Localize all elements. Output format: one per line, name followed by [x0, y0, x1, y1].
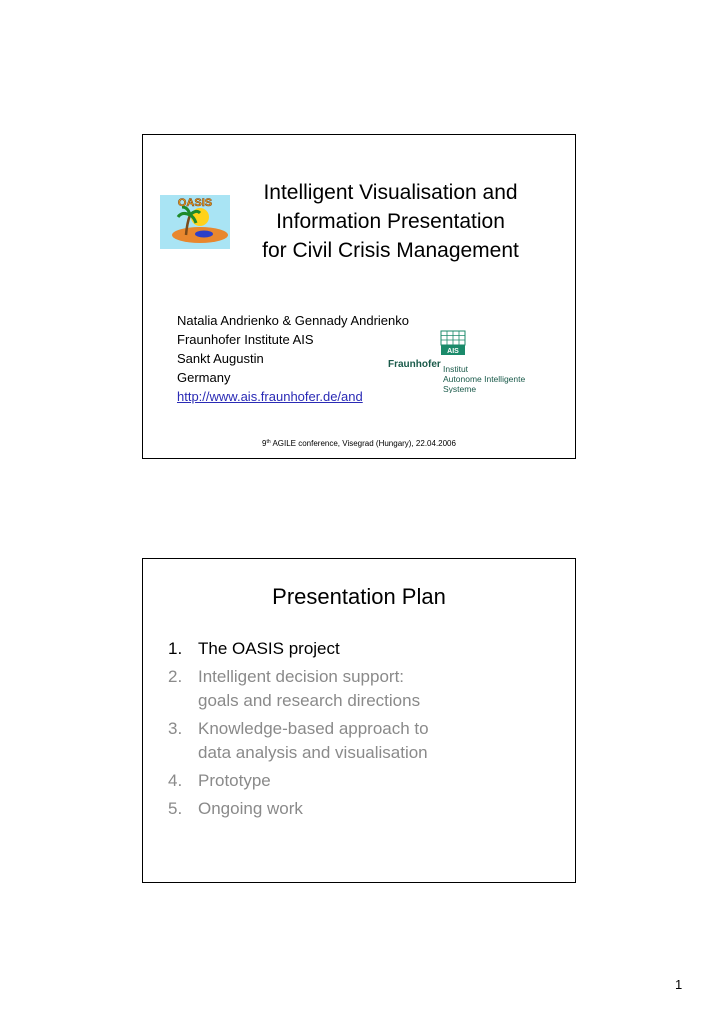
slide-plan [142, 558, 576, 883]
website-link[interactable]: http://www.ais.fraunhofer.de/and [177, 389, 363, 404]
item-number: 1. [168, 639, 183, 658]
item-number: 5. [168, 799, 183, 818]
title-line: Information Presentation [276, 210, 505, 233]
fraunhofer-line: Autonome Intelligente [443, 374, 526, 384]
item-number: 2. [168, 667, 183, 686]
fraunhofer-line: Institut [443, 364, 469, 374]
item-number: 3. [168, 719, 183, 738]
page-number: 1 [675, 977, 683, 992]
conference-text: AGILE conference, Visegrad (Hungary), 22.04.2006 [270, 439, 456, 448]
fraunhofer-brand-text: Fraunhofer [388, 359, 441, 370]
list-item [168, 717, 429, 765]
author-block [177, 311, 409, 406]
author-line: Natalia Andrienko & Gennady Andrienko [177, 313, 409, 328]
oasis-logo [160, 195, 230, 249]
list-item [168, 665, 429, 713]
oasis-logo-text: OASIS [177, 197, 213, 209]
author-line: Germany [177, 370, 231, 385]
slide-title-text [223, 178, 558, 265]
item-text: Knowledge-based approach to data analysis and visualisation [198, 719, 429, 762]
fraunhofer-line: Systeme [443, 384, 477, 393]
plan-list [168, 637, 429, 825]
list-item [168, 637, 429, 661]
item-text: Intelligent decision support: goals and research directions [198, 667, 421, 710]
author-line: Fraunhofer Institute AIS [177, 332, 314, 347]
conference-note [143, 437, 575, 449]
conference-ordinal-suffix: th [266, 439, 271, 445]
item-text: Ongoing work [198, 799, 303, 818]
list-item [168, 797, 429, 821]
item-number: 4. [168, 771, 183, 790]
slide-title [142, 134, 576, 459]
ais-badge-text: AIS [447, 348, 459, 355]
oasis-logo-graphic [160, 195, 230, 249]
title-line: Intelligent Visualisation and [263, 181, 518, 204]
title-line: for Civil Crisis Management [262, 239, 519, 262]
item-text: Prototype [198, 771, 271, 790]
conference-ordinal: 9 [262, 439, 267, 448]
fraunhofer-logo [388, 329, 538, 393]
item-text: The OASIS project [198, 639, 340, 658]
list-item [168, 769, 429, 793]
author-line: Sankt Augustin [177, 351, 264, 366]
plan-title: Presentation Plan [272, 584, 446, 609]
